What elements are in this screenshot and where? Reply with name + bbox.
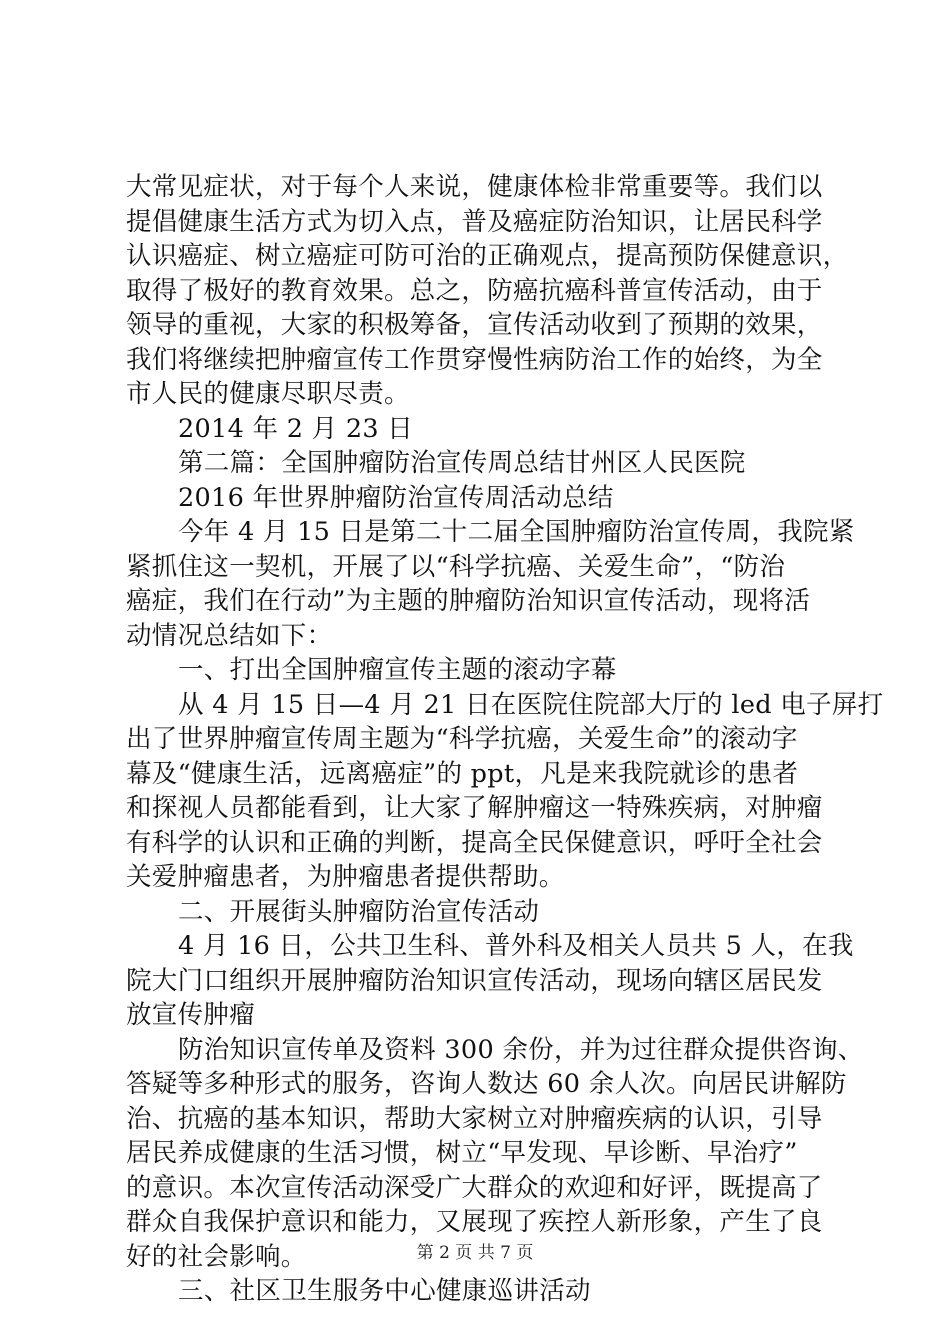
text-line: 防治知识宣传单及资料 300 余份，并为过往群众提供咨询、	[178, 1034, 864, 1065]
text-line: 动情况总结如下：	[126, 620, 333, 651]
text-line: 放宣传肿瘤	[126, 1000, 256, 1030]
text-line: 二、开展街头肿瘤防治宣传活动	[178, 896, 540, 927]
text-line: 我们将继续把肿瘤宣传工作贯穿慢性病防治工作的始终，为全	[126, 344, 823, 375]
text-line: 领导的重视，大家的积极筹备，宣传活动收到了预期的效果，	[126, 310, 823, 340]
text-line: 2016 年世界肿瘤防治宣传周活动总结	[178, 482, 614, 513]
text-line: 认识癌症、树立癌症可防可治的正确观点，提高预防保健意识，	[126, 241, 849, 271]
text-line: 癌症，我们在行动”为主题的肿瘤防治知识宣传活动，现将活	[126, 586, 811, 616]
text-line: 取得了极好的教育效果。总之，防癌抗癌科普宣传活动，由于	[126, 275, 823, 306]
document-body	[126, 170, 884, 1309]
text-line: 有科学的认识和正确的判断，提高全民保健意识，呼吁全社会	[126, 827, 823, 858]
text-line: 和探视人员都能看到，让大家了解肿瘤这一特殊疾病，对肿瘤	[126, 793, 823, 823]
text-line: 治、抗癌的基本知识，帮助大家树立对肿瘤疾病的认识，引导	[126, 1103, 823, 1134]
text-line: 三、社区卫生服务中心健康巡讲活动	[178, 1276, 591, 1306]
text-line: 出了世界肿瘤宣传周主题为“科学抗癌，关爱生命”的滚动字	[126, 724, 798, 754]
text-line: 紧抓住这一契机，开展了以“科学抗癌、关爱生命”，“防治	[126, 551, 786, 582]
text-line: 幕及“健康生活，远离癌症”的 ppt，凡是来我院就诊的患者	[126, 758, 799, 789]
text-line: 的意识。本次宣传活动深受广大群众的欢迎和好评，既提高了	[126, 1172, 823, 1203]
text-line: 好的社会影响。	[126, 1241, 307, 1272]
text-line: 第二篇：全国肿瘤防治宣传周总结甘州区人民医院	[178, 448, 746, 478]
text-line: 市人民的健康尽职尽责。	[126, 379, 410, 409]
text-line: 居民养成健康的生活习惯，树立“早发现、早诊断、早治疗”	[126, 1138, 798, 1168]
page-footer: 第 2 页 共 7 页	[416, 1243, 534, 1263]
text-line: 4 月 16 日，公共卫生科、普外科及相关人员共 5 人，在我	[178, 931, 854, 961]
text-line: 答疑等多种形式的服务，咨询人数达 60 余人次。向居民讲解防	[126, 1069, 847, 1099]
text-line: 院大门口组织开展肿瘤防治知识宣传活动，现场向辖区居民发	[126, 965, 823, 996]
text-line: 群众自我保护意识和能力，又展现了疾控人新形象，产生了良	[126, 1207, 823, 1237]
text-line: 关爱肿瘤患者，为肿瘤患者提供帮助。	[126, 862, 565, 892]
text-line: 大常见症状，对于每个人来说，健康体检非常重要等。我们以	[126, 172, 823, 202]
text-line: 一、打出全国肿瘤宣传主题的滚动字幕	[178, 655, 617, 685]
text-line: 提倡健康生活方式为切入点，普及癌症防治知识，让居民科学	[126, 206, 823, 237]
text-line: 从 4 月 15 日—4 月 21 日在医院住院部大厅的 led 电子屏打	[178, 689, 884, 720]
text-line: 今年 4 月 15 日是第二十二届全国肿瘤防治宣传周，我院紧	[178, 517, 855, 547]
text-line: 2014 年 2 月 23 日	[178, 413, 414, 444]
